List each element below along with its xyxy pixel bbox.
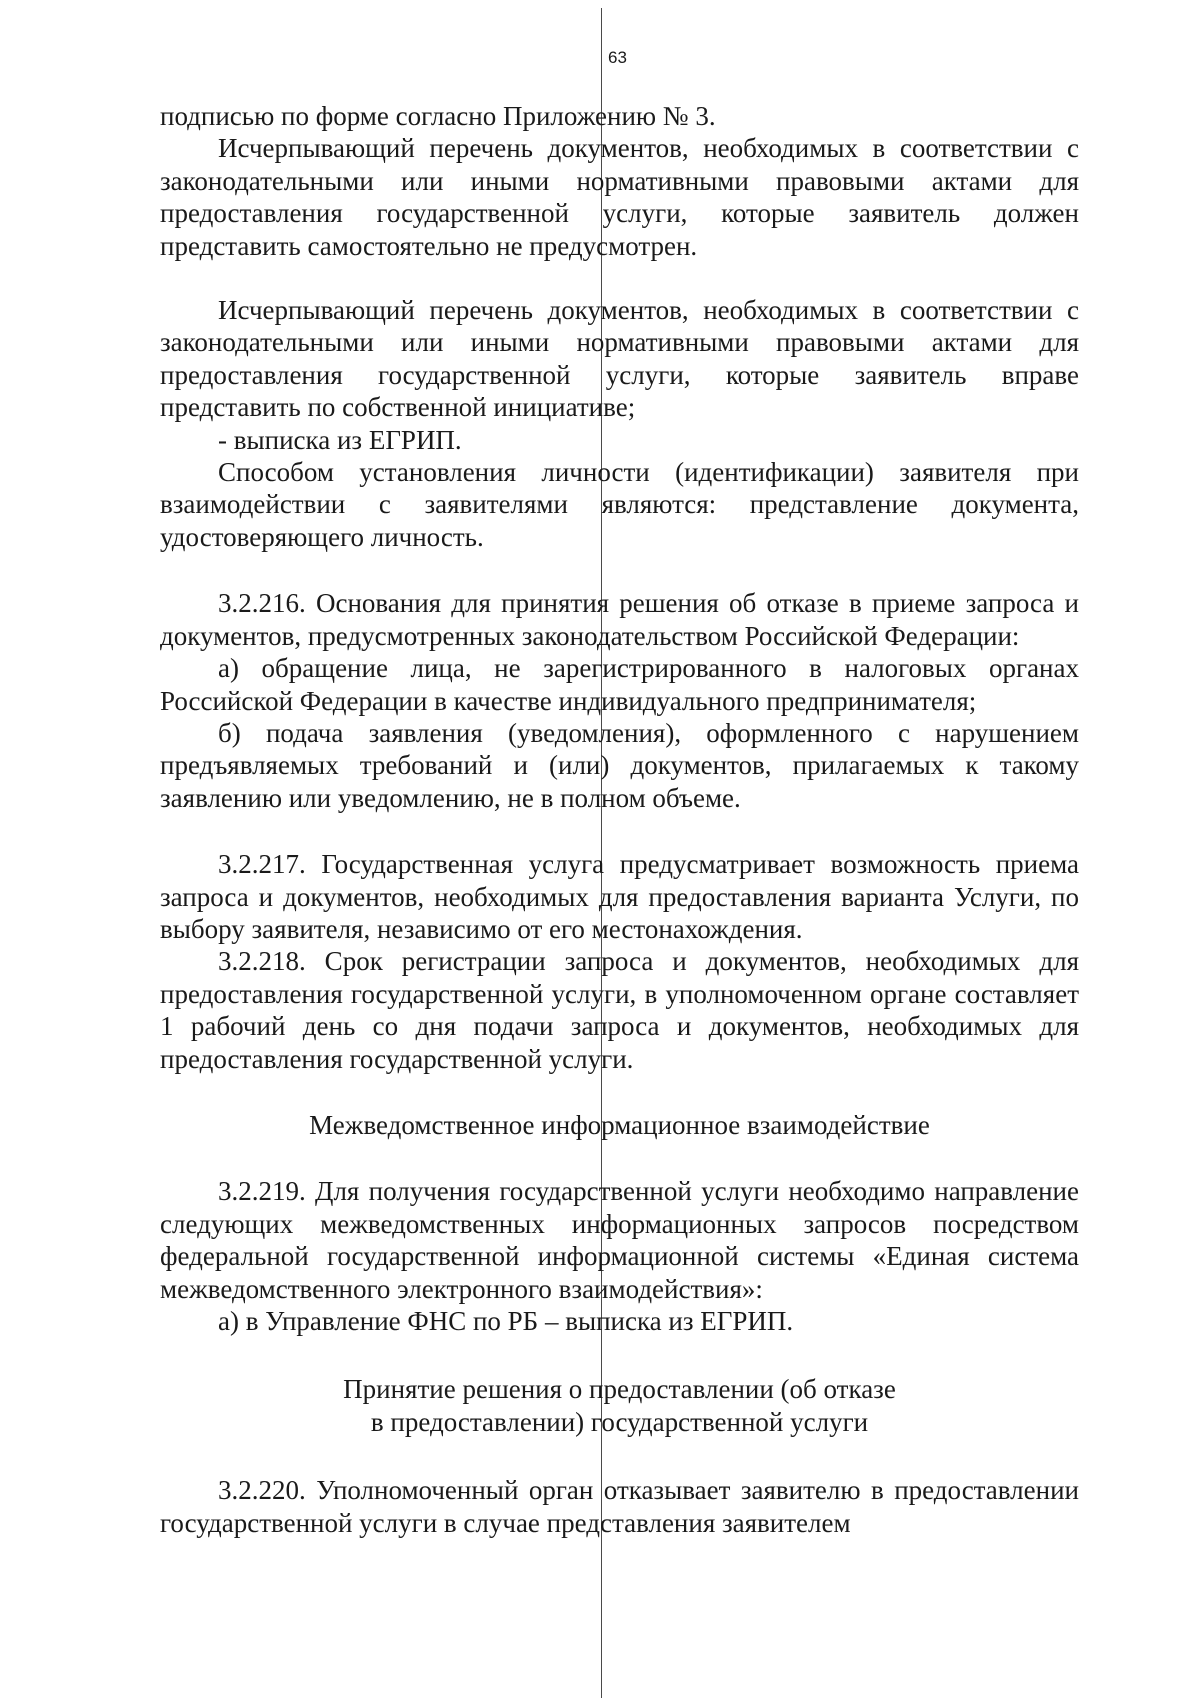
list-item-fns: а) в Управление ФНС по РБ – выписка из ЕГРИП.: [218, 1306, 794, 1336]
page-number: 63: [608, 48, 627, 67]
section-heading-decision-line2: в предоставлении) государственной услуги: [370, 1406, 869, 1437]
section-heading-decision-line1: Принятие решения о предоставлении (об отказе: [343, 1374, 896, 1405]
paragraph-3-2-218: 3.2.218. Срок регистрации запроса и документов, необходимых для предоставления государственной услуги, в уполномоченном органе составляет 1 рабочий день со дня подачи запроса и документов, необходимых для предоставления государственной услуги.: [160, 946, 1079, 1074]
paragraph-identification: Способом установления личности (идентификации) заявителя при взаимодействии с заявителями являются: представление документа, удостоверяющего личность.: [160, 457, 1079, 552]
list-item-egrip: - выписка из ЕГРИП.: [218, 424, 462, 455]
paragraph-3-2-216: 3.2.216. Основания для принятия решения об отказе в приеме запроса и документов, предусмотренных законодательством Российской Федерации:: [160, 588, 1079, 651]
paragraph-3-2-219: 3.2.219. Для получения государственной услуги необходимо направление следующих межведомственных информационных запросов посредством федеральной государственной информационной системы «Единая система межведомственного электронного взаимодействия»:: [160, 1176, 1079, 1304]
paragraph-documents-mandatory: Исчерпывающий перечень документов, необходимых в соответствии с законодательными или иными нормативными правовыми актами для предоставления государственной услуги, которые заявитель должен представить самостоятельно не предусмотрен.: [160, 133, 1079, 261]
document-body: [160, 100, 1079, 1539]
paragraph-3-2-220: 3.2.220. Уполномоченный орган отказывает заявителю в предоставлении государственной услуги в случае представления заявителем: [160, 1475, 1079, 1538]
paragraph-documents-optional: Исчерпывающий перечень документов, необходимых в соответствии с законодательными или иными нормативными правовыми актами для предоставления государственной услуги, которые заявитель вправе представить по собственной инициативе;: [160, 295, 1079, 423]
list-item-a: а) обращение лица, не зарегистрированного в налоговых органах Российской Федерации в качестве индивидуального предпринимателя;: [160, 653, 1079, 716]
paragraph-3-2-217: 3.2.217. Государственная услуга предусматривает возможность приема запроса и документов, необходимых для предоставления варианта Услуги, по выбору заявителя, независимо от его местонахождения.: [160, 849, 1079, 944]
paragraph-continuation: подписью по форме согласно Приложению № 3.: [160, 101, 716, 131]
section-heading-interagency: Межведомственное информационное взаимодействие: [309, 1109, 930, 1140]
list-item-b: б) подача заявления (уведомления), оформленного с нарушением предъявляемых требований и (или) документов, прилагаемых к такому заявлению или уведомлению, не в полном объеме.: [160, 717, 1079, 813]
